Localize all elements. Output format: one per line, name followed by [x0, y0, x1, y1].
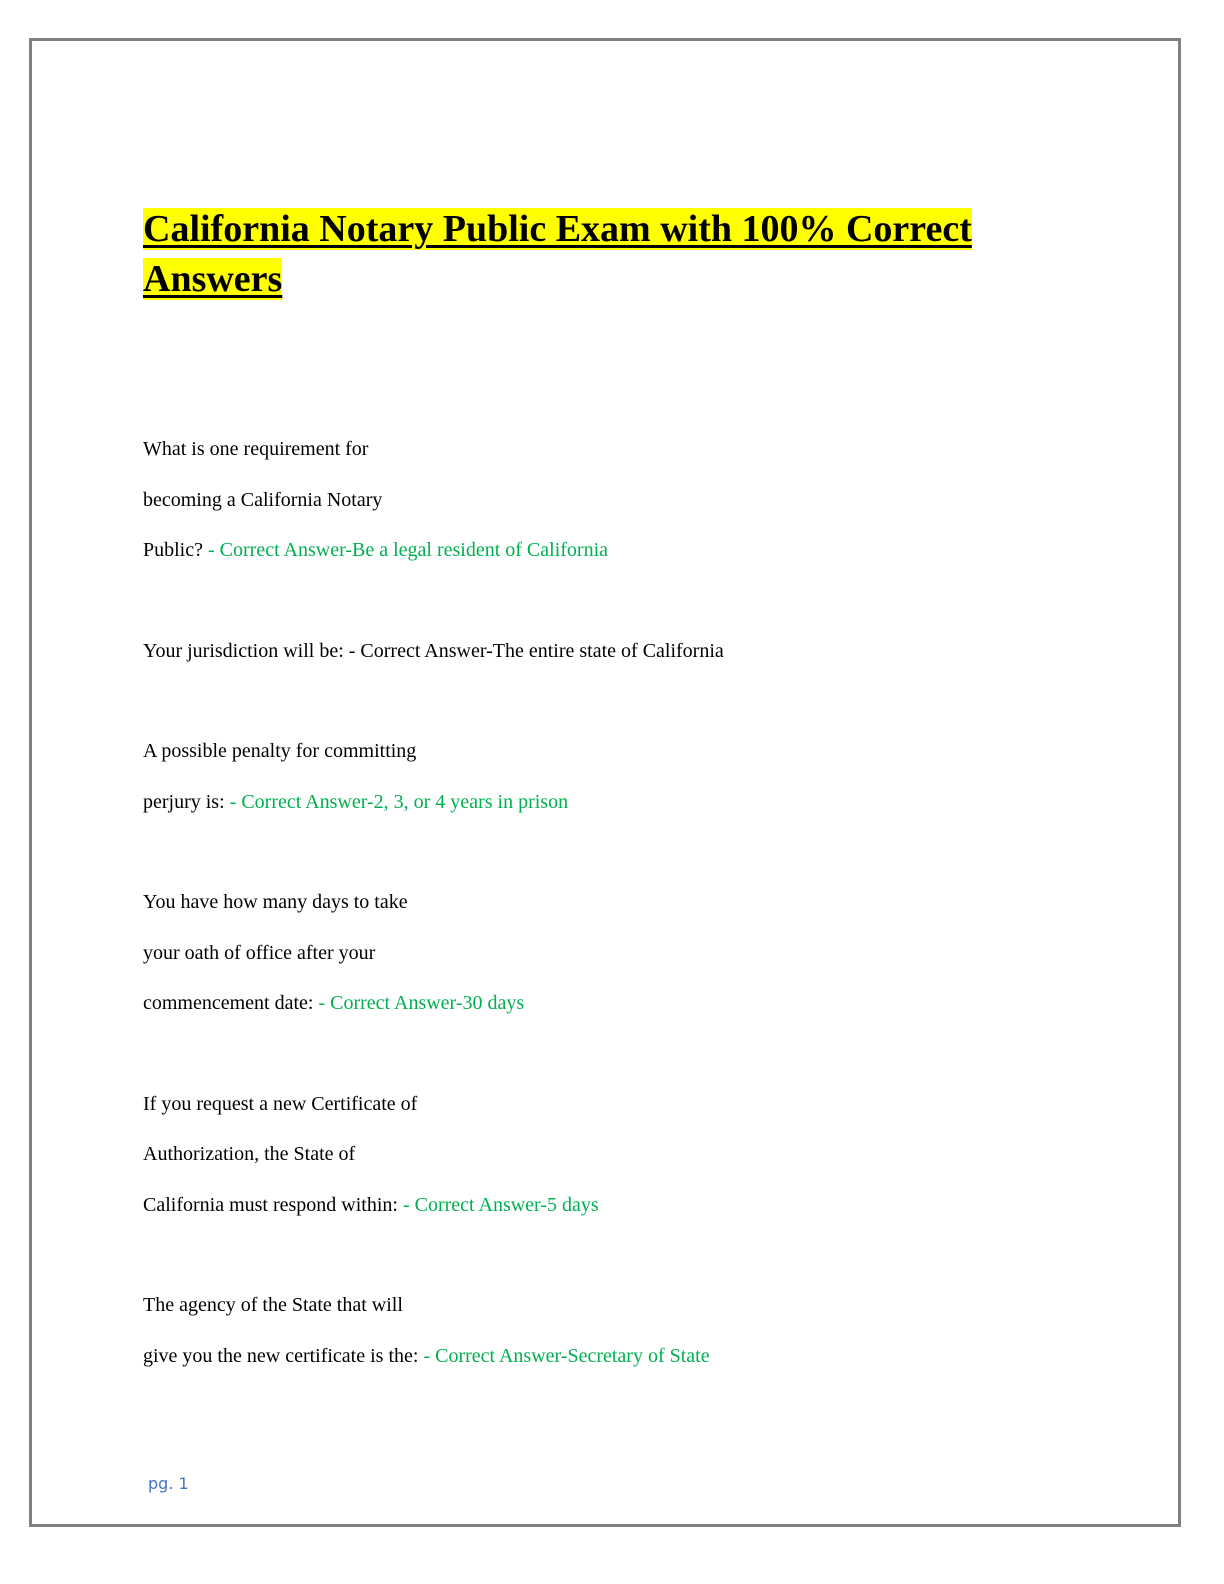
document-title-text: California Notary Public Exam with 100% Correct Answers [143, 208, 972, 300]
question-text: If you request a new Certificate of [143, 1092, 418, 1115]
question-line [143, 978, 1103, 1029]
question-line [143, 877, 1103, 928]
question-line [143, 1331, 1103, 1382]
question-line [143, 525, 1103, 576]
qa-item [143, 1079, 1103, 1231]
qa-item [143, 877, 1103, 1029]
question-line [143, 1079, 1103, 1130]
qa-item [143, 1280, 1103, 1381]
qa-item [143, 424, 1103, 576]
question-line [143, 626, 1103, 677]
question-line [143, 475, 1103, 526]
answer-text: - Correct Answer-Be a legal resident of California [203, 539, 609, 561]
question-text: California must respond within: [143, 1193, 398, 1216]
question-text: becoming a California Notary [143, 488, 383, 511]
question-text: A possible penalty for committing [143, 740, 417, 762]
page-number: pg. 1 [148, 1474, 189, 1493]
answer-text: - Correct Answer-The entire state of California [343, 639, 724, 662]
question-text: your oath of office after your [143, 941, 376, 964]
question-text: The agency of the State that will [143, 1294, 403, 1316]
question-text: Public? [143, 539, 203, 561]
answer-text: - Correct Answer-30 days [313, 992, 525, 1014]
question-line [143, 777, 1103, 828]
answer-text: - Correct Answer-2, 3, or 4 years in prison [224, 790, 569, 813]
question-line [143, 928, 1103, 979]
question-text: Your jurisdiction will be: [143, 639, 344, 662]
question-text: give you the new certificate is the: [143, 1344, 419, 1367]
question-line [143, 1180, 1103, 1231]
qa-item [143, 626, 1103, 677]
qa-item [143, 726, 1103, 827]
question-line [143, 424, 1103, 475]
question-line [143, 726, 1103, 777]
question-text: What is one requirement for [143, 438, 369, 460]
qa-list [143, 424, 1103, 1431]
question-text: You have how many days to take [143, 891, 408, 913]
answer-text: - Correct Answer-5 days [397, 1193, 599, 1216]
question-text: Authorization, the State of [143, 1143, 356, 1165]
question-line [143, 1129, 1103, 1180]
question-line [143, 1280, 1103, 1331]
answer-text: - Correct Answer-Secretary of State [418, 1344, 710, 1367]
document-title [143, 204, 1043, 304]
question-text: perjury is: [143, 790, 225, 813]
question-text: commencement date: [143, 992, 314, 1014]
